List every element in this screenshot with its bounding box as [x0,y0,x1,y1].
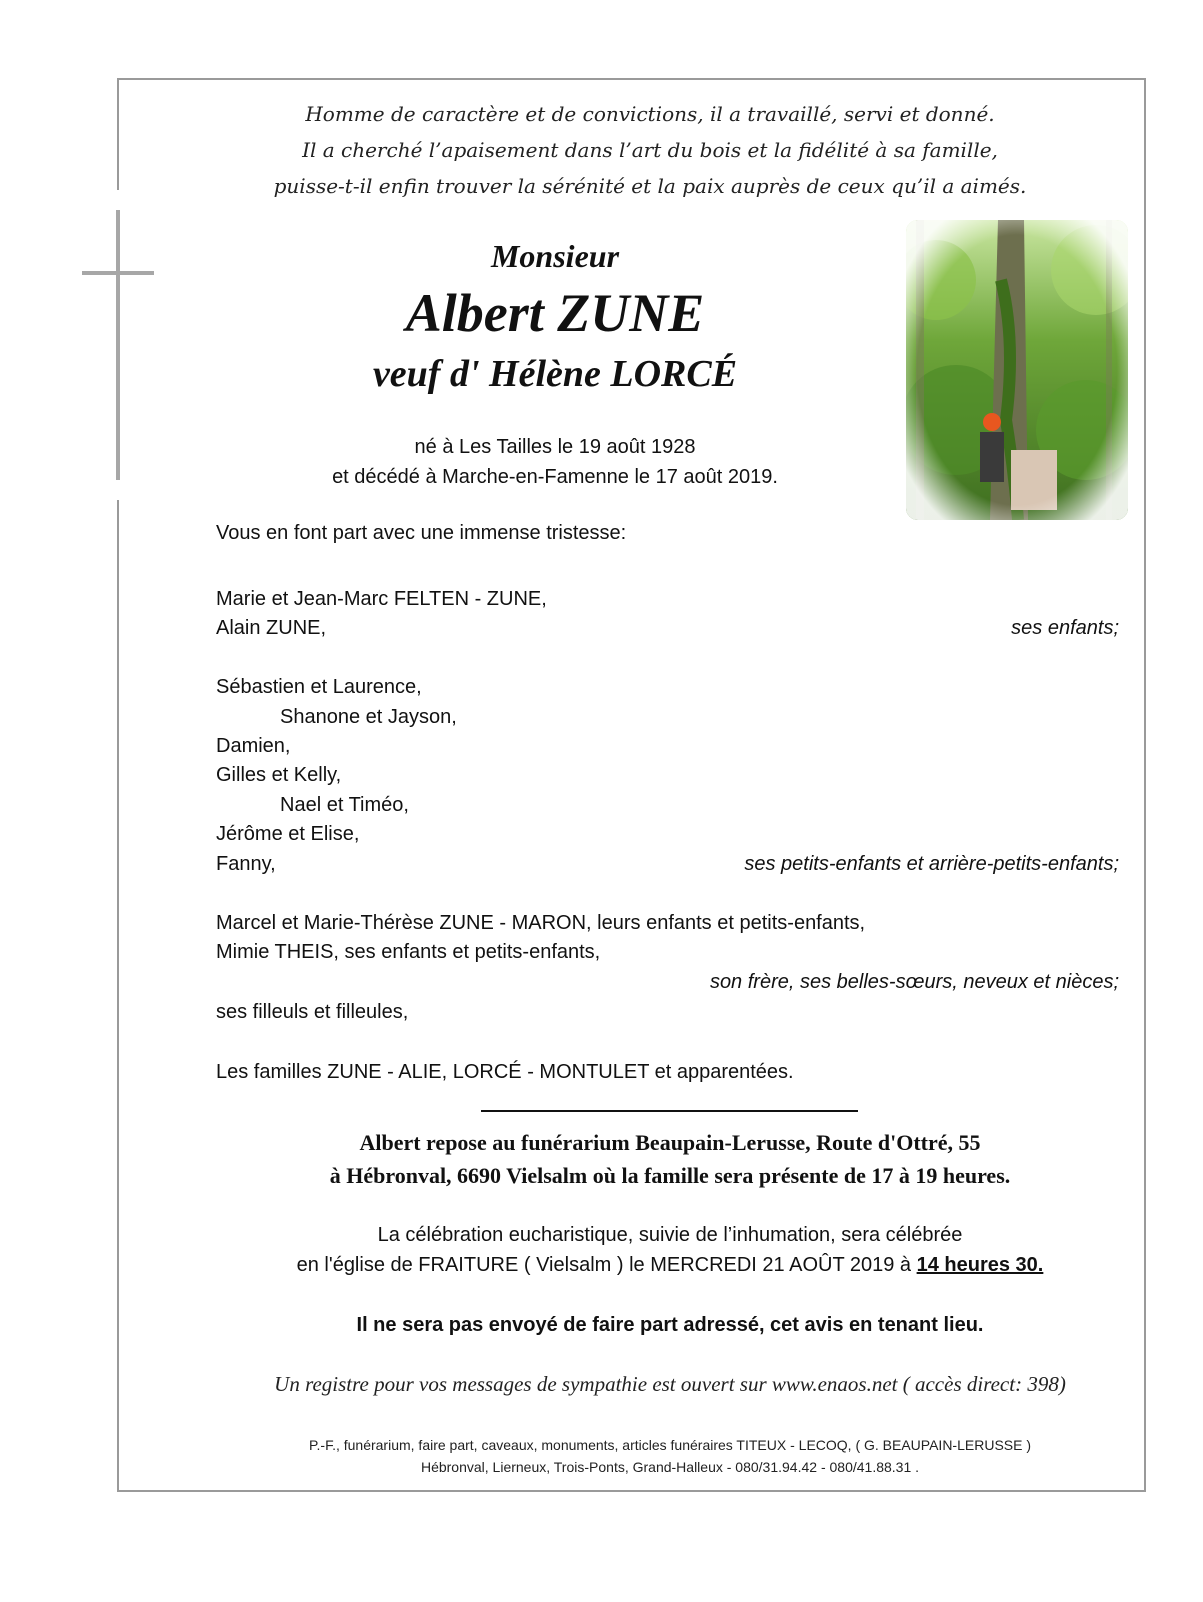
widow-of: veuf d' Hélène LORCÉ [372,353,738,395]
forest-photo [906,220,1128,520]
footer-line: Hébronval, Lierneux, Trois-Ponts, Grand-Halleux - 080/31.94.42 - 080/41.88.31 . [420,1459,920,1475]
family-role: ses enfants; [1011,617,1119,639]
mass-line [170,1254,1170,1277]
poem-line: Il a cherché l’apaisement dans l’art du bois et la fidélité à sa famille, [302,138,998,162]
family-line: Marie et Jean-Marc FELTEN - ZUNE, [216,588,547,610]
death-line: et décédé à Marche-en-Famenne le 17 août 2019. [332,466,778,488]
poem-line: Homme de caractère et de convictions, il a travaillé, servi et donné. [305,102,995,126]
deceased-name: Albert ZUNE [405,283,705,343]
frame-border-left-lower [117,500,119,1492]
funerarium-line: Albert repose au funérarium Beaupain-Lerusse, Route d'Ottré, 55 [359,1130,981,1155]
mass-line: La célébration eucharistique, suivie de l’inhumation, sera célébrée [377,1224,963,1246]
frame-border-left-upper [117,78,119,190]
cross-icon [116,210,120,480]
family-line: Sébastien et Laurence, [216,676,422,698]
family-line: Damien, [216,735,291,757]
honorific: Monsieur [490,238,620,274]
cross-icon-bar [82,271,154,275]
family-line: Nael et Timéo, [280,794,409,816]
family-line: Fanny, [216,853,276,875]
notice-line: Il ne sera pas envoyé de faire part adressé, cet avis en tenant lieu. [356,1314,984,1336]
frame-border-bottom [118,1490,1146,1492]
family-line: ses filleuls et filleules, [216,1001,409,1023]
footer-line: P.-F., funérarium, faire part, caveaux, monuments, articles funéraires TITEUX - LECOQ, ( G. BEAUPAIN-LERUSSE ) [308,1437,1032,1453]
frame-border-right [1144,78,1146,1492]
mass-time: 14 heures 30. [916,1254,1044,1276]
separator-line [481,1110,858,1112]
family-line: Jérôme et Elise, [216,823,360,845]
families-line: Les familles ZUNE - ALIE, LORCÉ - MONTULET et apparentées. [216,1061,794,1083]
family-line: Gilles et Kelly, [216,764,342,786]
family-line: Marcel et Marie-Thérèse ZUNE - MARON, leurs enfants et petits-enfants, [216,912,866,934]
frame-border-top [118,78,1146,80]
family-role: ses petits-enfants et arrière-petits-enfants; [744,853,1119,875]
intro-text: Vous en font part avec une immense tristesse: [216,522,627,544]
family-line: Alain ZUNE, [216,617,327,639]
family-line: Mimie THEIS, ses enfants et petits-enfants, [216,941,601,963]
birth-line: né à Les Tailles le 19 août 1928 [414,436,696,458]
funerarium-line: à Hébronval, 6690 Vielsalm où la famille sera présente de 17 à 19 heures. [329,1163,1011,1188]
family-role: son frère, ses belles-sœurs, neveux et nièces; [709,971,1119,993]
family-line: Shanone et Jayson, [280,706,457,728]
mass-location: en l'église de FRAITURE ( Vielsalm ) le MERCREDI 21 AOÛT 2019 à [296,1254,917,1276]
registry-line: Un registre pour vos messages de sympathie est ouvert sur www.enaos.net ( accès direct: 398) [274,1372,1066,1396]
poem-line: puisse-t-il enfin trouver la sérénité et la paix auprès de ceux qu’il a aimés. [273,174,1027,198]
